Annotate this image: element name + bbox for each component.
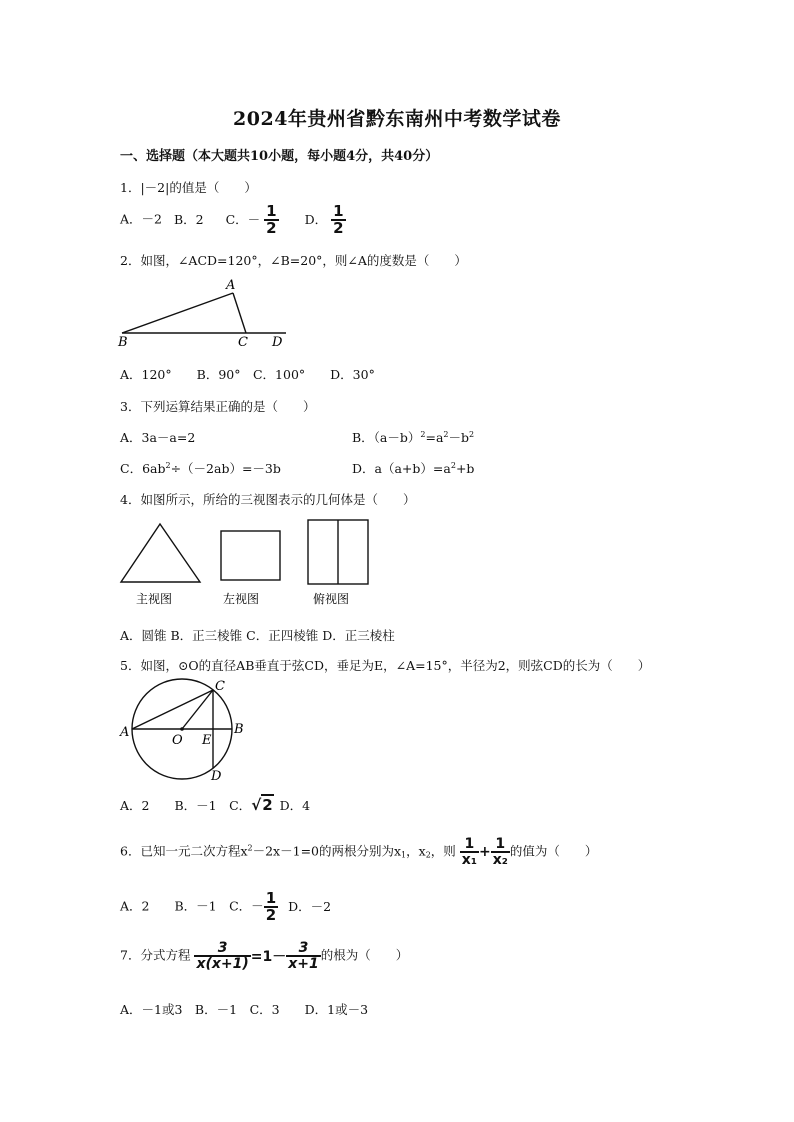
sqrt-2: √2 xyxy=(251,796,273,814)
question-4-stem: 4．如图所示，所给的三视图表示的几何体是（ ） xyxy=(120,492,416,507)
question-1-stem: 1．|－2|的值是（ ） xyxy=(120,180,257,195)
fraction-3-over-x-x-plus-1: $\frac{3}{x(x+1)}$ xyxy=(196,940,249,972)
question-1-options xyxy=(120,204,346,236)
question-6-stem: 6．已知一元二次方程$x^2-2x-1=0$的两根分别为$x_1$，$x_2$，则 $\frac{1}{\text{x₁}}$ + $\frac{1}{\text{x₂}}$ 的值为（ ） xyxy=(120,836,598,868)
fraction-1-over-x2: $\frac{1}{\text{x₂}}$ xyxy=(492,836,508,868)
svg-text:E: E xyxy=(202,733,212,748)
option-c-fraction: $\frac{1}{2}$ xyxy=(265,889,277,924)
option-d-fraction: $\frac{1}{2}$ xyxy=(333,202,344,237)
svg-text:B: B xyxy=(234,722,244,737)
side-view-label: 左视图 xyxy=(223,592,260,606)
front-view-label: 主视图 xyxy=(136,592,173,606)
question-7-options: A．－1或3 B．－1 C．3 D．1或－3 xyxy=(120,1002,369,1017)
svg-text:A: A xyxy=(120,725,130,740)
option-c-prefix: C．－ xyxy=(225,211,261,227)
section-heading: 一、选择题（本大题共10小题，每小题4分，共40分） xyxy=(120,149,439,164)
exam-title: 2024年贵州省黔东南州中考数学试卷 xyxy=(233,108,561,130)
fraction-3-over-x-plus-1: $\frac{3}{x+1}$ xyxy=(288,940,319,972)
label-b: B xyxy=(118,335,128,348)
question-5-stem: 5．如图，⊙O的直径AB垂直于弦CD，垂足为E，∠A=15°，半径为2，则弦CD的长为（ ） xyxy=(120,658,651,673)
option-b: B．2 xyxy=(173,211,204,227)
option-d-prefix: D． xyxy=(304,211,328,227)
question-5-options: A．2 B．－1 C．√2 D．4 xyxy=(120,796,311,814)
question-6-options: A．2 B．－1 C．－ $\frac{1}{2}$ D．－2 xyxy=(120,889,332,924)
label-a: A xyxy=(226,278,236,293)
svg-text:D: D xyxy=(211,769,222,782)
question-7-stem: 7．分式方程 $\frac{3}{x(x+1)}$ =1－ $\frac{3}{x+1}$ 的根为（ ） xyxy=(120,940,409,972)
front-view-triangle xyxy=(121,524,200,582)
option-a: A．－2 xyxy=(120,211,162,227)
question-3-option-a: A．3a－a=2 xyxy=(120,430,196,445)
svg-text:C: C xyxy=(215,679,225,694)
three-views-figure xyxy=(118,516,378,610)
triangle-figure xyxy=(116,276,296,348)
top-view-label: 俯视图 xyxy=(313,592,350,606)
question-2-stem: 2．如图，∠ACD=120°，∠B=20°，则∠A的度数是（ ） xyxy=(120,253,467,268)
fraction-1-over-x1: $\frac{1}{\text{x₁}}$ xyxy=(461,836,477,868)
label-c: C xyxy=(238,335,248,348)
question-3-option-d: D．$a(a+b)=a^2+b$ xyxy=(352,461,475,476)
side-view-rectangle xyxy=(221,531,280,580)
circle-figure xyxy=(116,678,256,782)
question-4-options: A．圆锥 B．正三棱锥 C．正四棱锥 D．正三棱柱 xyxy=(120,628,395,643)
label-d: D xyxy=(272,335,283,348)
question-2-options: A．120° B．90° C．100° D．30° xyxy=(120,367,375,382)
question-3-option-c: C．$6ab^2\div(-2ab)=-3b$ xyxy=(120,461,281,476)
option-c-fraction: $\frac{1}{2}$ xyxy=(266,202,277,237)
svg-text:O: O xyxy=(172,733,183,748)
question-3-stem: 3．下列运算结果正确的是（ ） xyxy=(120,399,316,414)
question-3-option-b: B．$(a-b)^2=a^2-b^2$ xyxy=(352,430,475,445)
